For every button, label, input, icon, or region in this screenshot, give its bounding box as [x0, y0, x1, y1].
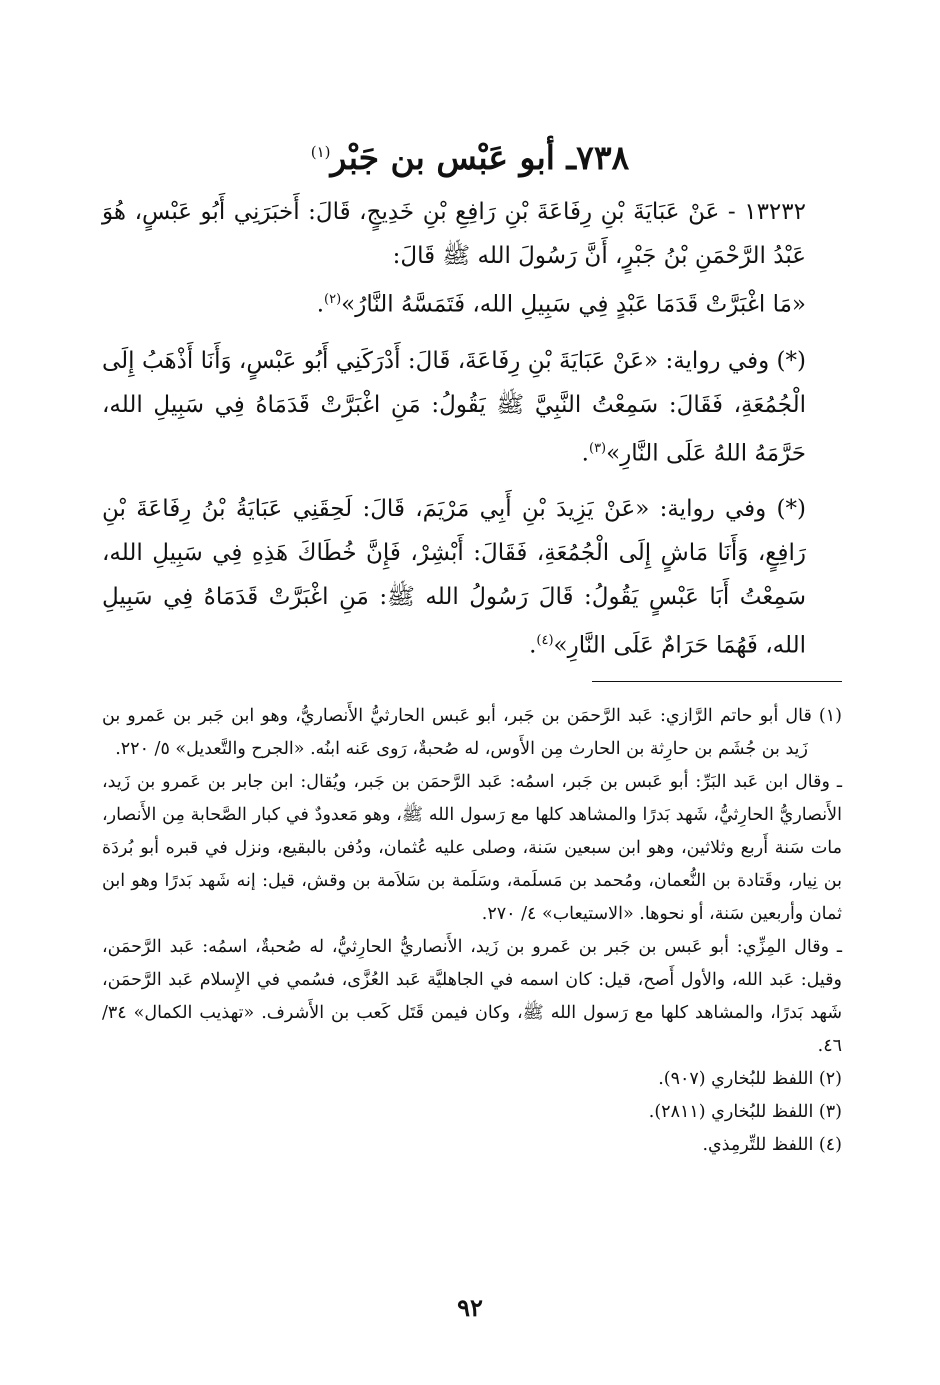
footnote-mark-4[interactable]: (٤): [536, 633, 554, 649]
hadith-variant-2-end: .: [529, 632, 537, 659]
hadith-paragraph-2: [102, 278, 842, 327]
footnote-4: (٤) اللفظ للتِّرمِذي.: [702, 1135, 842, 1155]
footnote-mark-3[interactable]: (٣): [588, 440, 607, 456]
hadith-variant-1-text: (*) وفي رواية: «عَنْ عَبَايَةَ بْنِ رِفَاعَةَ، قَالَ: أَدْرَكَنِي أَبُو عَبْسٍ، وَأَنَا أَذْهَبُ إِلَى الْجُمُعَةِ، فَقَالَ: سَمِعْتُ النَّبِيَّ ﷺ يَقُولُ: مَنِ اغْبَرَّتْ قَدَمَاهُ فِي سَبِيلِ الله، حَرَّمَهُ اللهُ عَلَى النَّارِ»: [102, 347, 806, 467]
footnote-mark-2[interactable]: (٢): [324, 292, 342, 307]
footnote-1-al-mizzi: ـ وقال المِزِّي: أبو عَبس بن جَبر بن عَمرو بن زَيد، الأَنصاريُّ الحارِثيُّ، له صُحبةٌ، اسمُه: عَبد الرَّحمَن، وقيل: عَبد الله، والأول أَصح، قيل: كان اسمه في الجاهليَّة عَبد العُزَّى، فسُمي في الإِسلام عَبد الرَّحمَن، شَهد بَدرًا، والمشاهد كلها مع رَسول الله ﷺ، وكان فيمن قَتَل كَعب بن الأَشرف. «تهذيب الكمال» ٣٤/ ٤٦.: [102, 937, 842, 1056]
footnote-2: (٢) اللفظ للبُخاري (٩٠٧).: [658, 1069, 842, 1089]
entry-title: [0, 126, 940, 184]
hadith-isnad: ١٣٢٣٢ - عَنْ عَبَايَةَ بْنِ رِفَاعَةَ بْنِ رَافِعِ بْنِ خَدِيجٍ، قَالَ: أَخبَرَنِي أَبُو عَبْسٍ، هُوَ عَبْدُ الرَّحْمَنِ بْنُ جَبْرٍ، أَنَّ رَسُولَ الله ﷺ قَالَ:: [102, 199, 806, 269]
footnote-1-ibn-abd-al-barr: ـ وقال ابن عَبد البَرِّ: أبو عَبس بن جَبر، اسمُه: عَبد الرَّحمَن بن جَبر، ويُقال: ابن جابر بن عَمرو بن زَيد، الأَنصاريُّ الحارِثيُّ، شَهد بَدرًا والمشاهد كلها مع رَسول الله ﷺ، وهو مَعدودٌ في كبار الصَّحابة مِن الأَنصار، مات سَنة أَربع وثلاثين، وهو ابن سبعين سَنة، وصلى عليه عُثمان، ودُفن بالبقيع، ونزل في قبره أبو بُردَة بن نِيار، وقَتادة بن النُّعمان، ومُحمد بن مَسلَمة، وسَلَمة بن سَلاَمة بن وقش، قيل: إنه شَهد بَدرًا وهو ابن ثمان وأربعين سَنة، أو نحوها. «الاستيعاب» ٤/ ٢٧٠.: [102, 772, 842, 924]
hadith-text: [102, 190, 842, 668]
entry-title-text: ٧٣٨ـ أبو عَبْس بن جَبْر: [330, 138, 630, 178]
hadith-variant-1: [102, 339, 842, 476]
hadith-variant-2-text: (*) وفي رواية: «عَنْ يَزِيدَ بْنِ أَبِي مَرْيَمَ، قَالَ: لَحِقَنِي عَبَايَةُ بْنُ رِفَاعَةَ بْنِ رَافِعٍ، وَأَنَا مَاشٍ إِلَى الْجُمُعَةِ، فَقَالَ: أَبْشِرْ، فَإِنَّ خُطَاكَ هَذِهِ فِي سَبِيلِ الله، سَمِعْتُ أَبَا عَبْسٍ يَقُولُ: قَالَ رَسُولُ الله ﷺ: مَنِ اغْبَرَّتْ قَدَمَاهُ فِي سَبِيلِ الله، فَهُمَا حَرَامٌ عَلَى النَّارِ»: [102, 496, 806, 659]
page-number: ٩٢: [457, 1293, 483, 1322]
hadith-paragraph-1: [102, 190, 842, 278]
footnote-divider: [592, 681, 842, 682]
title-footnote-mark[interactable]: (١): [310, 143, 331, 162]
footnotes: [102, 700, 842, 1162]
hadith-variant-2: [102, 487, 842, 668]
footnote-3: (٣) اللفظ للبُخاري (٢٨١١).: [648, 1102, 842, 1122]
footnote-1-abu-hatim: (١) قال أبو حاتم الرَّازي: عَبد الرَّحمَن بن جَبر، أبو عَبس الحارثيُّ الأَنصاريُّ، وهو ابن جَبر بن عَمرو بن زَيد بن جُشَم بن حارِثة بن الحارث مِن الأَوس، له صُحبةٌ، رَوى عَنه ابنُه. «الجرح والتَّعديل» ٥/ ٢٢٠.: [102, 706, 842, 759]
hadith-paragraph-2-end: .: [316, 291, 325, 318]
hadith-matn: «مَا اغْبَرَّتْ قَدَمَا عَبْدٍ فِي سَبِيلِ الله، فَتَمَسَّهُ النَّارُ»: [341, 291, 806, 318]
hadith-variant-1-end: .: [581, 440, 589, 467]
